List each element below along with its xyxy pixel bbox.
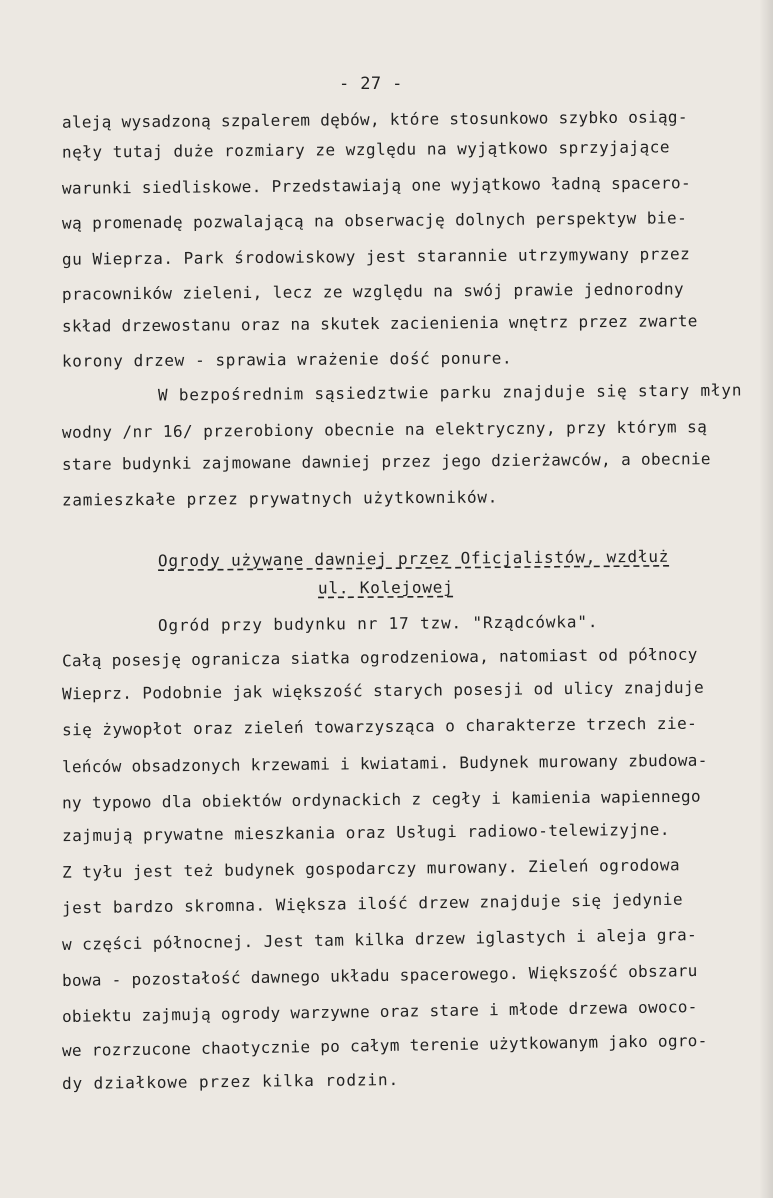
text-line: Z tyłu jest też budynek gospodarczy murowany. Zieleń ogrodowa bbox=[61, 855, 681, 882]
text-line: ny typowo dla obiektów ordynackich z cegły i kamienia wapiennego bbox=[61, 786, 701, 813]
text-line: Wieprz. Podobnie jak większość starych posesji od ulicy znajduje bbox=[61, 677, 705, 704]
text-line: zajmują prywatne mieszkania oraz Usługi radiowo-telewizyjne. bbox=[61, 819, 671, 846]
text-line: dy działkowe przez kilka rodzin. bbox=[61, 1069, 400, 1094]
text-line: aleją wysadzoną szpalerem dębów, które stosunkowo szybko osiąg- bbox=[61, 107, 688, 132]
text-line: W bezpośrednim sąsiedztwie parku znajduje się stary młyn bbox=[157, 380, 743, 405]
text-line: gu Wieprza. Park środowiskowy jest starannie utrzymywany przez bbox=[61, 244, 691, 269]
text-line: wodny /nr 16/ przerobiony obecnie na elektryczny, przy którym są bbox=[61, 417, 708, 442]
text-line: nęły tutaj duże rozmiary ze względu na wyjątkowo sprzyjające bbox=[61, 137, 671, 162]
text-line: się żywopłot oraz zieleń towarzysząca o charakterze trzech zie- bbox=[61, 713, 698, 740]
text-line: zamieszkałe przez prywatnych użytkowników. bbox=[61, 487, 499, 510]
text-line: bowa - pozostałość dawnego układu spacerowego. Większość obszaru bbox=[61, 961, 698, 990]
section-heading-line-2: ul. Kolejowej bbox=[317, 577, 454, 598]
text-line: wą promenadę pozwalającą na obserwację dolnych perspektyw bie- bbox=[61, 208, 688, 233]
text-line: skład drzewostanu oraz na skutek zacienienia wnętrz przez zwarte bbox=[61, 311, 698, 336]
text-line: Ogród przy budynku nr 17 tzw. "Rządcówka". bbox=[157, 612, 599, 635]
text-line: stare budynki zajmowane dawniej przez jego dzierżawców, a obecnie bbox=[61, 449, 711, 474]
page-number: - 27 - bbox=[339, 74, 403, 94]
text-line: warunki siedliskowe. Przedstawiają one wyjątkowo ładną spacero- bbox=[61, 173, 691, 198]
text-line: pracowników zieleni, lecz ze względu na swój prawie jednorodny bbox=[61, 279, 685, 304]
text-line: korony drzew - sprawia wrażenie dość ponure. bbox=[61, 348, 513, 371]
section-heading-line-1: Ogrody używane dawniej przez Oficjalistów, wzdłuż bbox=[157, 546, 670, 571]
text-line: jest bardzo skromna. Większa ilość drzew znajduje się jedynie bbox=[61, 889, 684, 918]
text-line: Całą posesję ogranicza siatka ogrodzeniowa, natomiast od północy bbox=[61, 644, 698, 671]
page-edge-shadow bbox=[759, 0, 773, 1198]
text-line: leńców obsadzonych krzewami i kwiatami. Budynek murowany zbudowa- bbox=[61, 750, 708, 777]
text-line: w części północnej. Jest tam kilka drzew iglastych i aleja gra- bbox=[61, 925, 698, 954]
text-line: we rozrzucone chaotycznie po całym terenie użytkowanym jako ogro- bbox=[61, 1030, 708, 1061]
text-line: obiektu zajmują ogrody warzywne oraz stare i młode drzewa owoco- bbox=[61, 997, 698, 1026]
